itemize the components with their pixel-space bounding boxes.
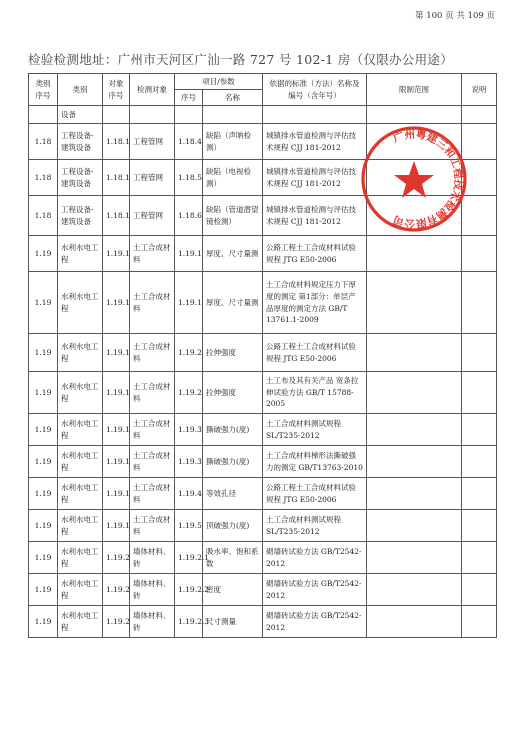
category-no-cell: 1.19: [29, 372, 58, 414]
limit-cell: [367, 606, 462, 638]
table-row: [29, 606, 497, 638]
standard-cell: 土工合成材料规定压力下厚度的测定 第1部分：单层产品厚度的测定方法 GB/T 13761.1-2009: [263, 272, 367, 334]
limit-cell: [367, 236, 462, 272]
standard-cell: 城镇排水管道检测与评估技术规程 CJJ 181-2012: [263, 124, 367, 160]
param-no-cell: 1.19.2.3: [175, 606, 203, 638]
object-no-cell: 1.19.1: [103, 372, 130, 414]
limit-cell: [367, 478, 462, 510]
table-row: [29, 414, 497, 446]
table-row: [29, 124, 497, 160]
object-cell: 工程管网: [130, 196, 175, 236]
object-cell: 墙体材料、砖: [130, 606, 175, 638]
standard-cell: 城镇排水管道检测与评估技术规程 CJJ 181-2012: [263, 196, 367, 236]
limit-cell: [367, 542, 462, 574]
category-no-cell: 1.19: [29, 606, 58, 638]
category-no-cell: 1.19: [29, 272, 58, 334]
param-no-cell: 1.18.4: [175, 124, 203, 160]
param-no-cell: 1.19.5: [175, 510, 203, 542]
note-cell: [462, 542, 497, 574]
category-no-cell: 1.19: [29, 574, 58, 606]
test-address: 检验检测地址：广州市天河区广汕一路 727 号 102-1 房（仅限办公用途）: [28, 52, 453, 67]
standard-cell: 公路工程土工合成材料试验规程 JTG E50-2006: [263, 334, 367, 372]
header-param-name: 名称: [203, 90, 263, 106]
object-cell: 土工合成材料: [130, 236, 175, 272]
standard-cell: 土工合成材料测试规程 SL/T235-2012: [263, 510, 367, 542]
category-cell: 水利水电工程: [58, 446, 103, 478]
object-cell: 土工合成材料: [130, 334, 175, 372]
header-category: 类别: [58, 74, 103, 106]
category-cell: 水利水电工程: [58, 334, 103, 372]
note-cell: [462, 124, 497, 160]
object-no-cell: 1.19.2: [103, 606, 130, 638]
param-name-cell: 顶破强力(度): [203, 510, 263, 542]
standard-cell: 土工合成材料测试规程 SL/T235-2012: [263, 414, 367, 446]
standard-cell: 砌墙砖试验方法 GB/T2542-2012: [263, 542, 367, 574]
limit-cell: [367, 574, 462, 606]
param-name-cell: 尺寸测量: [203, 606, 263, 638]
standard-cell: 砌墙砖试验方法 GB/T2542-2012: [263, 574, 367, 606]
standard-cell: 砌墙砖试验方法 GB/T2542-2012: [263, 606, 367, 638]
object-cell: 工程管网: [130, 160, 175, 196]
limit-cell: [367, 196, 462, 236]
param-no-cell: 1.19.2: [175, 334, 203, 372]
category-cell: 水利水电工程: [58, 272, 103, 334]
object-no-cell: 1.19.1: [103, 272, 130, 334]
continuation-row: [29, 106, 497, 124]
category-no-cell: 1.19: [29, 478, 58, 510]
header-params: 项目/参数: [175, 74, 263, 90]
note-cell: [462, 236, 497, 272]
category-cell: 水利水电工程: [58, 542, 103, 574]
note-cell: [462, 334, 497, 372]
note-cell: [462, 196, 497, 236]
param-name-cell: 缺陷（声呐检测）: [203, 124, 263, 160]
param-no-cell: 1.19.2: [175, 372, 203, 414]
header-param-no: 序号: [175, 90, 203, 106]
category-cell: 水利水电工程: [58, 510, 103, 542]
standard-cell: 公路工程土工合成材料试验规程 JTG E50-2006: [263, 478, 367, 510]
table-row: [29, 160, 497, 196]
param-no-cell: 1.19.3: [175, 414, 203, 446]
category-cell: 水利水电工程: [58, 414, 103, 446]
object-no-cell: 1.19.1: [103, 510, 130, 542]
param-name-cell: 等效孔径: [203, 478, 263, 510]
limit-cell: [367, 446, 462, 478]
category-cell: 水利水电工程: [58, 478, 103, 510]
table-row: [29, 196, 497, 236]
standard-cell: 土工合成材料梯形法撕破强力的测定 GB/T13763-2010: [263, 446, 367, 478]
param-no-cell: 1.19.1: [175, 236, 203, 272]
category-cell: 工程设备-建筑设备: [58, 160, 103, 196]
param-name-cell: 撕破强力(度): [203, 414, 263, 446]
table-row: [29, 334, 497, 372]
note-cell: [462, 414, 497, 446]
page-number: 第 100 页 共 109 页: [415, 11, 495, 21]
param-no-cell: 1.19.2.2: [175, 574, 203, 606]
limit-cell: [367, 510, 462, 542]
object-no-cell: 1.19.1: [103, 446, 130, 478]
category-no-cell: 1.18: [29, 160, 58, 196]
param-name-cell: 缺陷（管道潜望镜检测）: [203, 196, 263, 236]
category-no-cell: 1.19: [29, 334, 58, 372]
param-name-cell: 拉伸强度: [203, 372, 263, 414]
category-no-cell: 1.18: [29, 196, 58, 236]
category-no-cell: 1.19: [29, 414, 58, 446]
category-cell: 水利水电工程: [58, 606, 103, 638]
header-object-no: 对象序号: [103, 74, 130, 106]
object-cell: 土工合成材料: [130, 372, 175, 414]
category-cell: 工程设备-建筑设备: [58, 124, 103, 160]
object-no-cell: 1.19.1: [103, 334, 130, 372]
table-row: [29, 478, 497, 510]
limit-cell: [367, 334, 462, 372]
param-name-cell: 吸水率、饱和系数: [203, 542, 263, 574]
limit-cell: [367, 414, 462, 446]
table-row: [29, 542, 497, 574]
object-cell: 墙体材料、砖: [130, 542, 175, 574]
note-cell: [462, 272, 497, 334]
object-cell: 土工合成材料: [130, 414, 175, 446]
param-name-cell: 撕破强力(度): [203, 446, 263, 478]
header-limit: 限制范围: [367, 74, 462, 106]
object-cell: 工程管网: [130, 124, 175, 160]
object-no-cell: 1.18.1: [103, 124, 130, 160]
object-no-cell: 1.19.1: [103, 414, 130, 446]
seal-text: 广州粤建三和工程技术检测有限公司: [391, 128, 465, 230]
object-no-cell: 1.19.1: [103, 236, 130, 272]
object-no-cell: 1.18.1: [103, 160, 130, 196]
limit-cell: [367, 272, 462, 334]
table-row: [29, 510, 497, 542]
param-no-cell: 1.19.2.1: [175, 542, 203, 574]
object-no-cell: 1.19.2: [103, 542, 130, 574]
note-cell: [462, 510, 497, 542]
scope-table: [28, 73, 497, 638]
category-no-cell: 1.19: [29, 542, 58, 574]
param-no-cell: 1.19.3: [175, 446, 203, 478]
object-no-cell: 1.18.1: [103, 196, 130, 236]
category-no-cell: 1.18: [29, 124, 58, 160]
param-name-cell: 缺陷（电视检测）: [203, 160, 263, 196]
object-cell: 土工合成材料: [130, 510, 175, 542]
param-name-cell: 厚度、尺寸量测: [203, 272, 263, 334]
param-no-cell: 1.18.5: [175, 160, 203, 196]
category-no-cell: 1.19: [29, 236, 58, 272]
object-cell: 墙体材料、砖: [130, 574, 175, 606]
param-no-cell: 1.19.1: [175, 272, 203, 334]
standard-cell: 城镇排水管道检测与评估技术规程 CJJ 181-2012: [263, 160, 367, 196]
category-cell: 水利水电工程: [58, 236, 103, 272]
header-category-no: 类别序号: [29, 74, 58, 106]
category-cell: 工程设备-建筑设备: [58, 196, 103, 236]
limit-cell: [367, 160, 462, 196]
note-cell: [462, 606, 497, 638]
object-cell: 土工合成材料: [130, 272, 175, 334]
note-cell: [462, 446, 497, 478]
table-row: [29, 272, 497, 334]
header-standard: 依据的标准（方法）名称及编号（含年号）: [263, 74, 367, 106]
object-no-cell: 1.19.1: [103, 478, 130, 510]
table-row: [29, 574, 497, 606]
param-name-cell: 密度: [203, 574, 263, 606]
table-body: [29, 106, 497, 638]
param-no-cell: 1.18.6: [175, 196, 203, 236]
standard-cell: 土工布及其有关产品 宽条拉伸试验方法 GB/T 15788-2005: [263, 372, 367, 414]
standard-cell: 公路工程土工合成材料试验规程 JTG E50-2006: [263, 236, 367, 272]
param-name-cell: 拉伸强度: [203, 334, 263, 372]
table-row: [29, 236, 497, 272]
continuation-cell: 设备: [58, 106, 103, 124]
param-name-cell: 厚度、尺寸量测: [203, 236, 263, 272]
object-cell: 土工合成材料: [130, 446, 175, 478]
note-cell: [462, 478, 497, 510]
limit-cell: [367, 124, 462, 160]
table-row: [29, 372, 497, 414]
header-object: 检测对象: [130, 74, 175, 106]
category-no-cell: 1.19: [29, 510, 58, 542]
note-cell: [462, 574, 497, 606]
table-row: [29, 446, 497, 478]
note-cell: [462, 372, 497, 414]
category-cell: 水利水电工程: [58, 372, 103, 414]
param-no-cell: 1.19.4: [175, 478, 203, 510]
limit-cell: [367, 372, 462, 414]
header-note: 说明: [462, 74, 497, 106]
object-no-cell: 1.19.2: [103, 574, 130, 606]
note-cell: [462, 160, 497, 196]
category-no-cell: 1.19: [29, 446, 58, 478]
object-cell: 土工合成材料: [130, 478, 175, 510]
category-cell: 水利水电工程: [58, 574, 103, 606]
